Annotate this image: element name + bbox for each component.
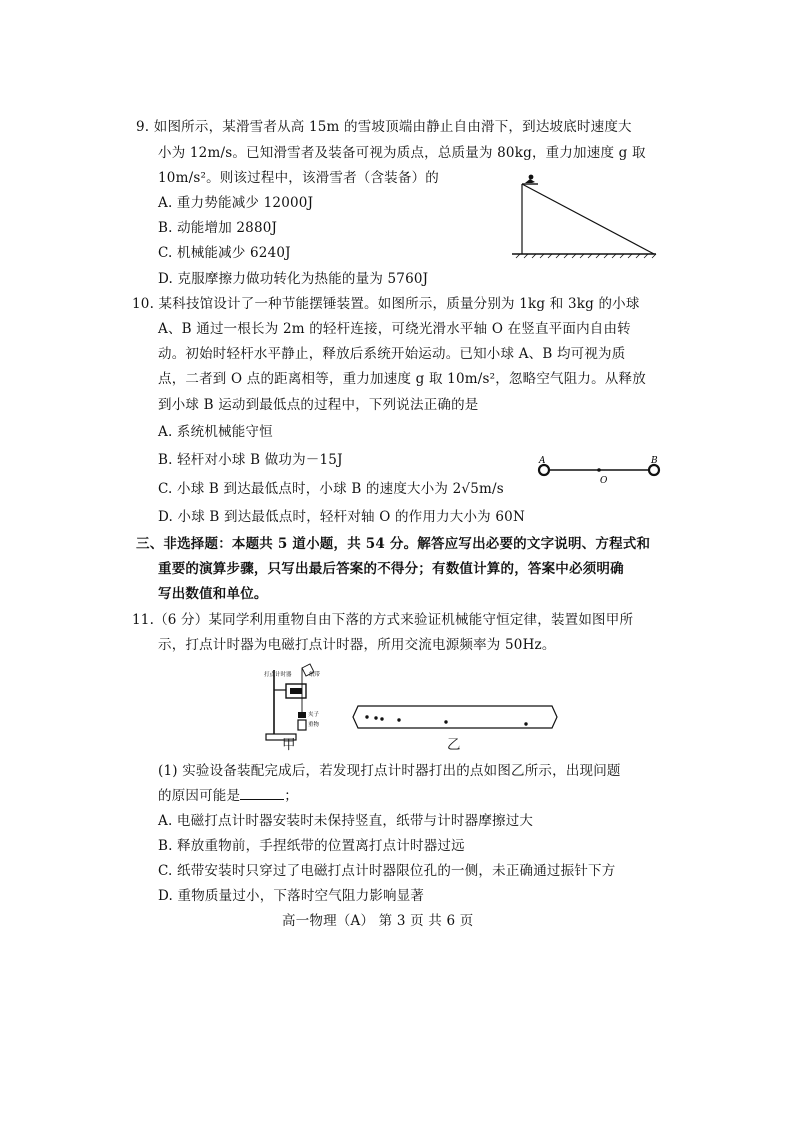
label-a: A bbox=[539, 456, 546, 466]
q11-option-b: B. 释放重物前，手捏纸带的位置离打点计时器过远 bbox=[158, 838, 465, 854]
page-footer: 高一物理（A） 第 3 页 共 6 页 bbox=[282, 913, 474, 929]
apparatus-figure bbox=[262, 662, 328, 746]
q11-sub1-suffix: ； bbox=[284, 788, 298, 804]
q9-option-a: A. 重力势能减少 12000J bbox=[158, 195, 314, 211]
tape-dot bbox=[380, 717, 383, 720]
q11-sub1-line-1: (1) 实验设备装配完成后，若发现打点计时器打出的点如图乙所示，出现问题 bbox=[158, 763, 621, 779]
tape-dot bbox=[397, 718, 400, 721]
q10-line-2: A、B 通过一根长为 2m 的轻杆连接，可绕光滑水平轴 O 在竖直平面内自由转 bbox=[158, 321, 631, 337]
answer-blank[interactable] bbox=[240, 787, 284, 800]
label-o: O bbox=[600, 476, 608, 486]
q11-option-a: A. 电磁打点计时器安装时未保持竖直，纸带与计时器摩擦过大 bbox=[158, 813, 534, 829]
q10-line-5: 到小球 B 运动到最低点的过程中，下列说法正确的是 bbox=[158, 397, 479, 413]
figure-yi-label: 乙 bbox=[447, 737, 461, 753]
figure-jia-label: 甲 bbox=[282, 737, 296, 753]
weight-icon bbox=[298, 720, 306, 730]
q11-option-d: D. 重物质量过小，下落时空气阻力影响显著 bbox=[158, 888, 425, 904]
ball-b-icon bbox=[649, 465, 659, 475]
q10-option-d: D. 小球 B 到达最低点时，轻杆对轴 O 的作用力大小为 60N bbox=[158, 509, 525, 525]
skier-icon bbox=[522, 175, 538, 184]
section3-line-1: 三、非选择题：本题共 5 道小题，共 54 分。解答应写出必要的文字说明、方程式和 bbox=[136, 536, 651, 552]
q9-option-d: D. 克服摩擦力做功转化为热能的量为 5760J bbox=[158, 271, 429, 287]
q10-line-1: 10. 某科技馆设计了一种节能摆锤装置。如图所示，质量分别为 1kg 和 3kg 的小球 bbox=[132, 296, 640, 312]
q10-line-4: 点，二者到 O 点的距离相等，重力加速度 g 取 10m/s²，忽略空气阻力。从释放 bbox=[158, 371, 646, 387]
q9-option-c: C. 机械能减少 6240J bbox=[158, 245, 291, 261]
clip-label: 夹子 bbox=[308, 712, 320, 718]
tape-label: 纸带 bbox=[309, 672, 321, 678]
q11-sub1-prefix: 的原因可能是 bbox=[158, 788, 241, 804]
tape-dot bbox=[524, 722, 527, 725]
tape-dot bbox=[444, 720, 447, 723]
paper-tape-figure bbox=[348, 700, 562, 734]
tape-dot bbox=[374, 716, 377, 719]
q10-option-a: A. 系统机械能守恒 bbox=[158, 424, 273, 440]
pivot-o-icon bbox=[597, 468, 601, 472]
q9-line-2: 小为 12m/s。已知滑雪者及装备可视为质点，总质量为 80kg，重力加速度 g 取 bbox=[158, 145, 646, 161]
q9-line-1: 9. 如图所示，某滑雪者从高 15m 的雪坡顶端由静止自由滑下，到达坡底时速度大 bbox=[136, 119, 632, 135]
q9-option-b: B. 动能增加 2880J bbox=[158, 220, 278, 236]
clip-icon bbox=[298, 712, 306, 718]
q10-line-3: 动。初始时轻杆水平静止，释放后系统开始运动。已知小球 A、B 均可视为质 bbox=[158, 346, 626, 362]
rod-pendulum-figure bbox=[530, 454, 670, 486]
q11-line-1: 11.（6 分）某同学利用重物自由下落的方式来验证机械能守恒定律，装置如图甲所 bbox=[132, 612, 634, 628]
q10-option-b: B. 轻杆对小球 B 做功为－15J bbox=[158, 452, 343, 468]
section3-line-2: 重要的演算步骤，只写出最后答案的不得分；有数值计算的，答案中必须明确 bbox=[158, 561, 624, 577]
weight-label: 重物 bbox=[308, 722, 320, 728]
ball-a-icon bbox=[539, 465, 549, 475]
q11-option-c: C. 纸带安装时只穿过了电磁打点计时器限位孔的一侧，未正确通过振针下方 bbox=[158, 863, 616, 879]
q10-option-c: C. 小球 B 到达最低点时，小球 B 的速度大小为 2√5m/s bbox=[158, 481, 504, 497]
q11-sub1-line-2 bbox=[158, 787, 298, 805]
ski-slope-figure bbox=[508, 170, 658, 262]
label-b: B bbox=[651, 456, 658, 466]
timer-label: 打点计时器 bbox=[264, 672, 292, 678]
tape-dot bbox=[365, 715, 368, 718]
section3-line-3: 写出数值和单位。 bbox=[158, 586, 268, 602]
q11-line-2: 示，打点计时器为电磁打点计时器，所用交流电源频率为 50Hz。 bbox=[158, 637, 556, 653]
q9-line-3: 10m/s²。则该过程中，该滑雪者（含装备）的 bbox=[158, 170, 439, 186]
